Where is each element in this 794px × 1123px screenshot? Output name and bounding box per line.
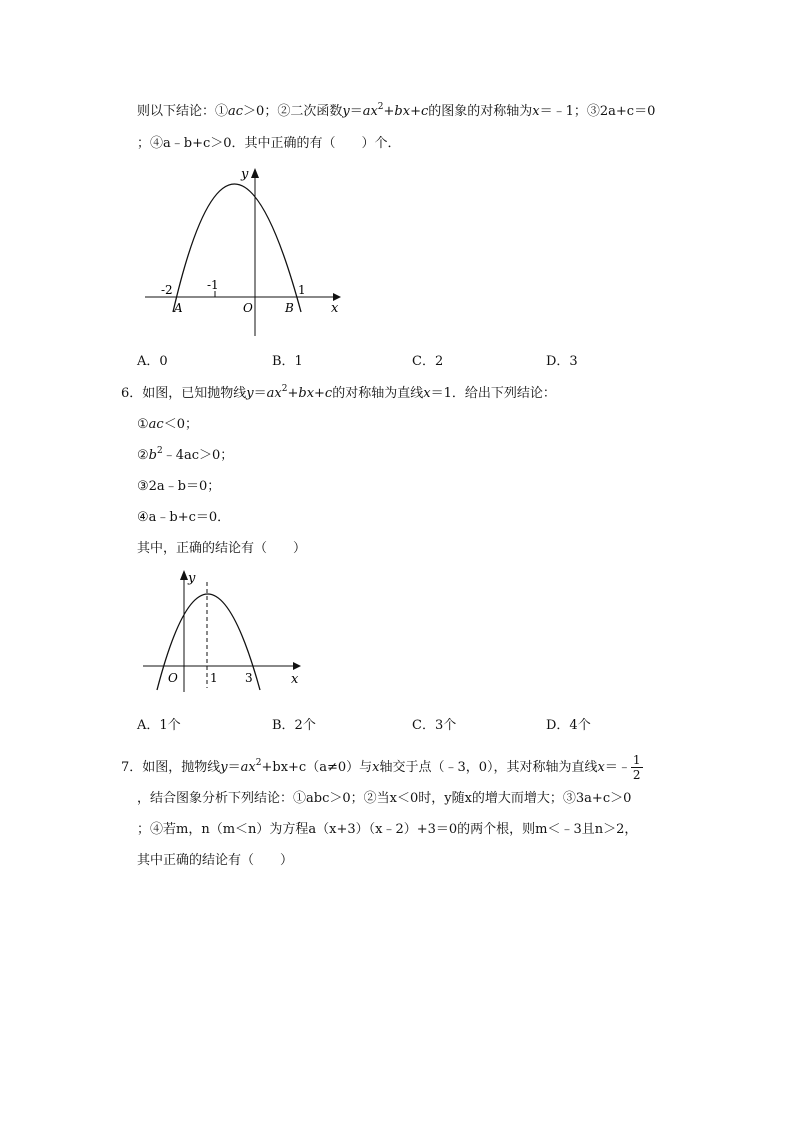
q7-fraction-one-half: $\frac{1}{2}$ <box>632 753 641 782</box>
q6-question: 其中，正确的结论有（ ） <box>137 541 307 556</box>
q6-label-1: 1 <box>210 671 218 685</box>
q5-y-label: y <box>241 167 249 182</box>
q7-stem-line-2: ，结合图象分析下列结论：①abc＞0；②当x＜0时，y随x的增大而增大；③3a+c＞0 <box>137 791 632 806</box>
q6-label-O: O <box>168 671 178 685</box>
q6-conclusion-3: ③2a﹣b＝0； <box>137 479 221 494</box>
q5-y-axis-arrow <box>251 168 259 178</box>
q5-option-b[interactable]: B．1 <box>272 354 303 369</box>
q6-y-axis-arrow <box>180 570 188 580</box>
q5-label-A: A <box>174 301 183 315</box>
q5-graph <box>135 160 355 340</box>
q6-x-label: x <box>291 672 299 687</box>
q5-label-1: 1 <box>298 283 306 297</box>
q6-conclusion-1: ①ac＜0； <box>137 417 198 432</box>
q5-option-a[interactable]: A．0 <box>137 354 168 369</box>
q5-text-line-2: ；④a﹣b+c＞0．其中正确的有（ ）个． <box>137 136 401 151</box>
q6-option-d[interactable]: D．4个 <box>546 718 591 733</box>
q5-option-c[interactable]: C．2 <box>412 354 444 369</box>
q5-label-neg2: -2 <box>161 283 173 297</box>
q6-conclusion-2: $②b^2﹣4ac>0$； <box>137 446 234 463</box>
q6-conclusion-4: ④a﹣b+c＝0． <box>137 510 231 525</box>
q6-label-3: 3 <box>245 671 253 685</box>
q6-graph <box>135 568 315 698</box>
q6-option-a[interactable]: A．1个 <box>137 718 181 733</box>
q6-y-label: y <box>188 571 196 586</box>
q5-label-B: B <box>285 301 294 315</box>
q5-parabola <box>173 184 301 312</box>
q6-option-c[interactable]: C．3个 <box>412 718 457 733</box>
q7-question: 其中正确的结论有（ ） <box>137 853 294 868</box>
q5-x-label: x <box>331 301 339 316</box>
q7-stem-line-1: 7．如图，抛物线$y=ax^2+bx+c(a\ne 0)$与x轴交于点（﹣3，0），其对称轴为直线x＝﹣ $\frac{1}{2}$ <box>121 753 641 782</box>
q6-stem: 6．如图，已知抛物线$y=ax^2+bx+c$的对称轴为直线x＝1．给出下列结论： <box>121 384 556 401</box>
q7-stem-line-3: ；④若m，n（m＜n）为方程a（x+3）（x﹣2）+3＝0的两个根，则m＜﹣3且n＞2， <box>137 822 638 837</box>
q5-label-O: O <box>243 301 253 315</box>
q5-text-line-1: 则以下结论：①ac＞0；②二次函数$y=ax^2+bx+c$的图象的对称轴为x＝﹣1；③2a+c＝0 <box>137 102 656 119</box>
q6-option-b[interactable]: B．2个 <box>272 718 316 733</box>
q5-label-neg1: -1 <box>207 278 219 292</box>
q5-option-d[interactable]: D．3 <box>546 354 578 369</box>
q5-x-axis-arrow <box>333 293 341 301</box>
q6-x-axis-arrow <box>293 662 301 670</box>
